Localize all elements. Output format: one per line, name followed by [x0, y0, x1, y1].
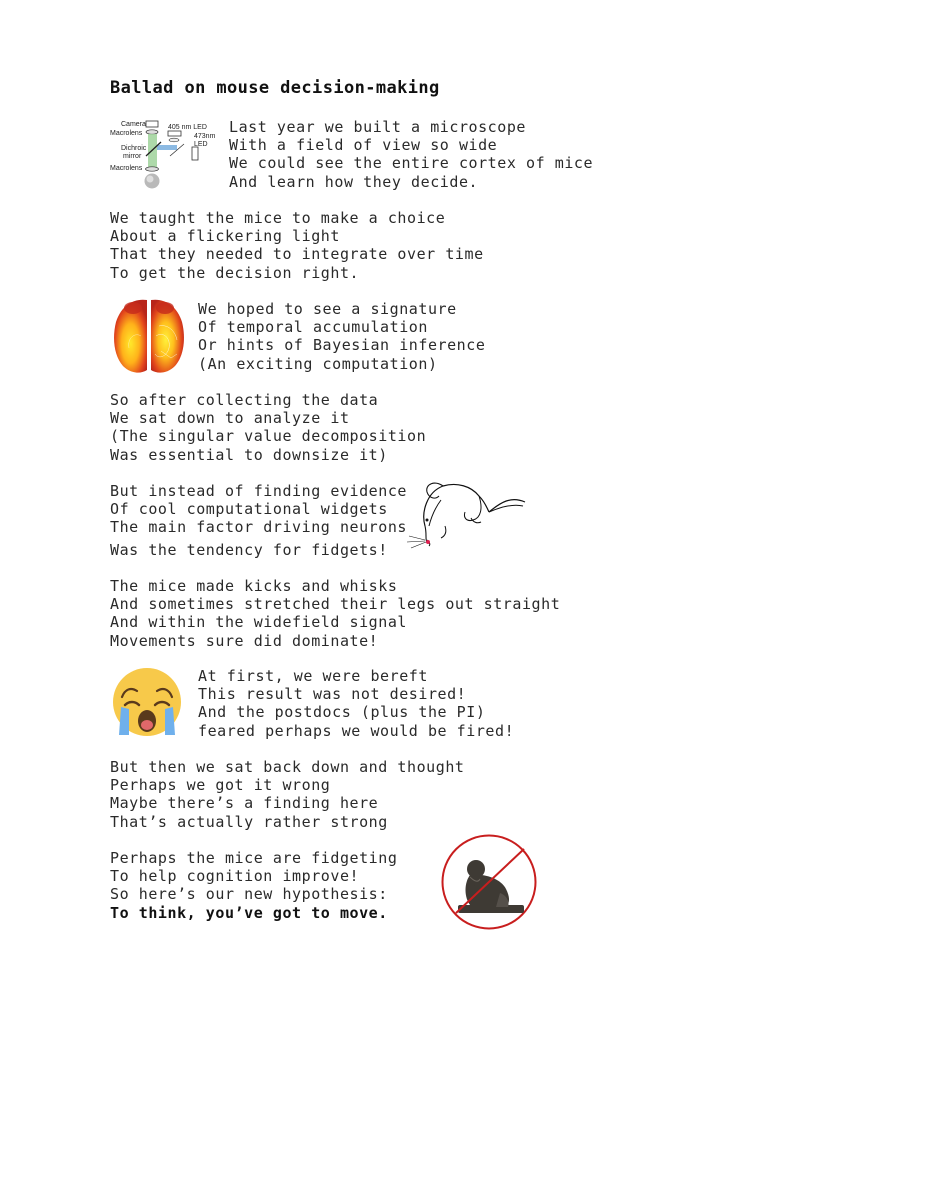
label-macrolens-top: Macrolens	[110, 130, 143, 137]
stanza-line: That they needed to integrate over time	[110, 245, 484, 264]
stanza-line: And the postdocs (plus the PI)	[198, 703, 486, 722]
stanza-1	[229, 118, 593, 191]
microscope-diagram	[108, 117, 216, 193]
stanza-line: We sat down to analyze it	[110, 409, 350, 428]
label-473-a: 473nm	[194, 133, 216, 140]
crying-face-icon	[111, 667, 183, 737]
stanza-line: (An exciting computation)	[198, 354, 438, 373]
stanza-7	[198, 667, 514, 740]
stanza-line: Or hints of Bayesian inference	[198, 336, 486, 355]
stanza-line: (The singular value decomposition	[110, 427, 427, 446]
cortex-heatmap-image	[111, 296, 187, 376]
label-camera: Camera	[121, 121, 146, 128]
stanza-5	[110, 482, 407, 559]
stanza-line: So after collecting the data	[110, 391, 379, 409]
stanza-line: Movements sure did dominate!	[110, 631, 379, 650]
stanza-line: But then we sat back down and thought	[110, 758, 465, 776]
stanza-line: That’s actually rather strong	[110, 812, 388, 831]
stanza-line: To help cognition improve!	[110, 867, 360, 886]
label-dichroic-b: mirror	[123, 153, 142, 160]
stanza-line: But instead of finding evidence	[110, 482, 408, 500]
final-line: To think, you’ve got to move.	[110, 903, 388, 922]
stanza-line: About a flickering light	[110, 227, 340, 246]
stanza-line: This result was not desired!	[198, 685, 467, 704]
mouse-drawing	[405, 478, 530, 550]
label-473-b: LED	[194, 141, 208, 148]
stanza-line: Perhaps the mice are fidgeting	[110, 849, 398, 867]
label-macrolens-bottom: Macrolens	[110, 165, 143, 172]
stanza-line: We could see the entire cortex of mice	[229, 154, 594, 173]
stanza-line: We taught the mice to make a choice	[110, 209, 446, 227]
stanza-line: Of cool computational widgets	[110, 500, 388, 519]
stanza-line: And within the widefield signal	[110, 613, 408, 632]
stanza-2	[110, 209, 484, 282]
label-dichroic-a: Dichroic	[121, 145, 147, 152]
stanza-line: Last year we built a microscope	[229, 118, 527, 136]
stanza-line: And learn how they decide.	[229, 172, 479, 191]
stanza-line: At first, we were bereft	[198, 667, 428, 685]
stanza-4	[110, 391, 426, 464]
stanza-line: So here’s our new hypothesis:	[110, 885, 388, 904]
no-thinking-sign-icon	[440, 833, 538, 931]
stanza-line: The main factor driving neurons	[110, 518, 408, 537]
stanza-9	[110, 849, 397, 922]
stanza-line: Was the tendency for fidgets!	[110, 540, 388, 559]
stanza-line: The mice made kicks and whisks	[110, 577, 398, 595]
poem-title: Ballad on mouse decision-making	[110, 78, 440, 98]
stanza-line: We hoped to see a signature	[198, 300, 457, 318]
label-405-led: 405 nm LED	[168, 124, 207, 131]
stanza-line: Perhaps we got it wrong	[110, 776, 331, 795]
stanza-3	[198, 300, 485, 373]
stanza-line: Of temporal accumulation	[198, 318, 428, 337]
stanza-line: With a field of view so wide	[229, 136, 498, 155]
stanza-line: Maybe there’s a finding here	[110, 794, 379, 813]
stanza-line: feared perhaps we would be fired!	[198, 721, 515, 740]
stanza-line: And sometimes stretched their legs out straight	[110, 595, 561, 614]
stanza-line: Was essential to downsize it)	[110, 445, 388, 464]
stanza-line: To get the decision right.	[110, 263, 360, 282]
stanza-8	[110, 758, 465, 831]
stanza-6	[110, 577, 560, 650]
